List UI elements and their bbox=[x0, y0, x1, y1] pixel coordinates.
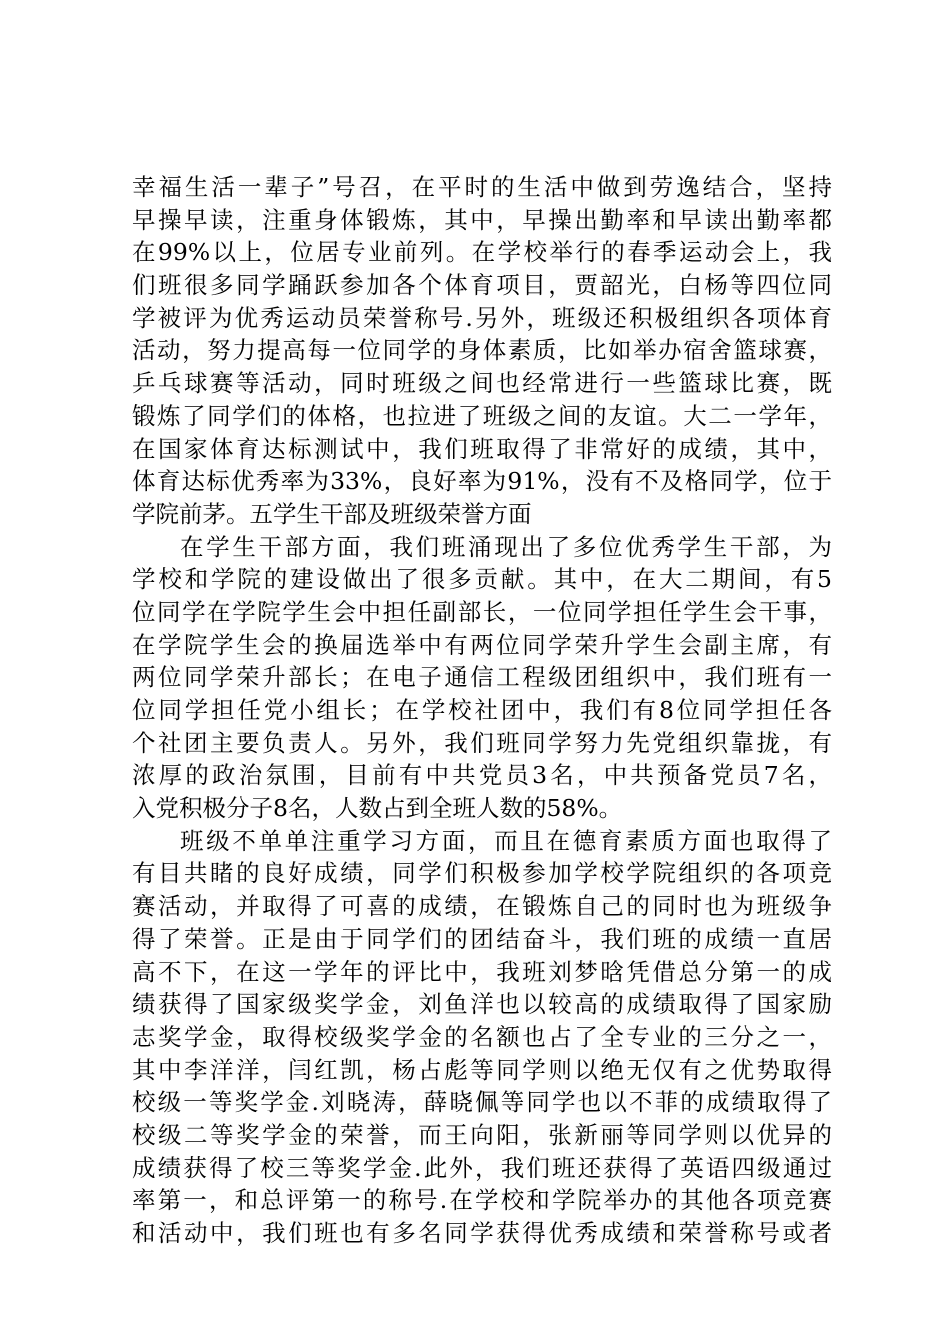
text-line: 有目共睹的良好成绩，同学们积极参加学校学院组织的各项竞 bbox=[132, 859, 832, 888]
text-line: 在国家体育达标测试中，我们班取得了非常好的成绩，其中， bbox=[132, 434, 832, 463]
text-line: 赛活动，并取得了可喜的成绩，在锻炼自己的同时也为班级争 bbox=[132, 892, 832, 921]
text-line: 在99%以上，位居专业前列。在学校举行的春季运动会上，我 bbox=[132, 238, 832, 267]
text-line: 绩获得了国家级奖学金，刘鱼洋也以较高的成绩取得了国家励 bbox=[132, 990, 832, 1019]
text-line: 和活动中，我们班也有多名同学获得优秀成绩和荣誉称号或者 bbox=[132, 1219, 832, 1247]
text-line: 其中李洋洋，闫红凯，杨占彪等同学则以绝无仅有之优势取得 bbox=[132, 1055, 832, 1084]
text-line: 锻炼了同学们的体格，也拉进了班级之间的友谊。大二一学年， bbox=[132, 401, 832, 430]
text-line: 志奖学金，取得校级奖学金的名额也占了全专业的三分之一， bbox=[132, 1022, 832, 1051]
text-line: 学院前茅。五学生干部及班级荣誉方面 bbox=[132, 499, 532, 528]
text-line: 成绩获得了校三等奖学金.此外，我们班还获得了英语四级通过 bbox=[132, 1153, 832, 1182]
text-line: 校级一等奖学金.刘晓涛，薛晓佩等同学也以不菲的成绩取得了 bbox=[132, 1088, 832, 1117]
paragraph-first-line: 班级不单单注重学习方面，而且在德育素质方面也取得了 bbox=[180, 826, 832, 855]
text-line: 们班很多同学踊跃参加各个体育项目，贾韶光，白杨等四位同 bbox=[132, 271, 832, 300]
text-line: 学被评为优秀运动员荣誉称号.另外，班级还积极组织各项体育 bbox=[132, 303, 832, 332]
text-line: 学校和学院的建设做出了很多贡献。其中，在大二期间，有5 bbox=[132, 565, 832, 594]
text-line: 高不下，在这一学年的评比中，我班刘梦晗凭借总分第一的成 bbox=[132, 957, 832, 986]
text-line: 得了荣誉。正是由于同学们的团结奋斗，我们班的成绩一直居 bbox=[132, 924, 832, 953]
text-line: 幸福生活一辈子”号召，在平时的生活中做到劳逸结合，坚持 bbox=[132, 173, 832, 201]
text-line: 浓厚的政治氛围，目前有中共党员3名，中共预备党员7名， bbox=[132, 761, 832, 790]
text-line: 两位同学荣升部长；在电子通信工程级团组织中，我们班有一 bbox=[132, 663, 832, 692]
text-line: 率第一，和总评第一的称号.在学校和学院举办的其他各项竞赛 bbox=[132, 1186, 832, 1215]
body-text bbox=[132, 171, 832, 1250]
text-line: 位同学在学院学生会中担任副部长，一位同学担任学生会干事， bbox=[132, 597, 832, 626]
text-line: 个社团主要负责人。另外，我们班同学努力先党组织靠拢，有 bbox=[132, 728, 832, 757]
text-line: 体育达标优秀率为33%，良好率为91%，没有不及格同学，位于 bbox=[132, 467, 832, 496]
text-line: 位同学担任党小组长；在学校社团中，我们有8位同学担任各 bbox=[132, 696, 832, 724]
paragraph-first-line: 在学生干部方面，我们班涌现出了多位优秀学生干部，为 bbox=[180, 532, 832, 561]
text-line: 乒乓球赛等活动，同时班级之间也经常进行一些篮球比赛，既 bbox=[132, 369, 832, 398]
text-line: 早操早读，注重身体锻炼，其中，早操出勤率和早读出勤率都 bbox=[132, 205, 832, 234]
text-line: 活动，努力提高每一位同学的身体素质，比如举办宿舍篮球赛， bbox=[132, 336, 832, 365]
text-line: 入党积极分子8名，人数占到全班人数的58%。 bbox=[132, 794, 623, 823]
text-line: 校级二等奖学金的荣誉，而王向阳，张新丽等同学则以优异的 bbox=[132, 1120, 832, 1149]
text-line: 在学院学生会的换届选举中有两位同学荣升学生会副主席，有 bbox=[132, 630, 832, 659]
